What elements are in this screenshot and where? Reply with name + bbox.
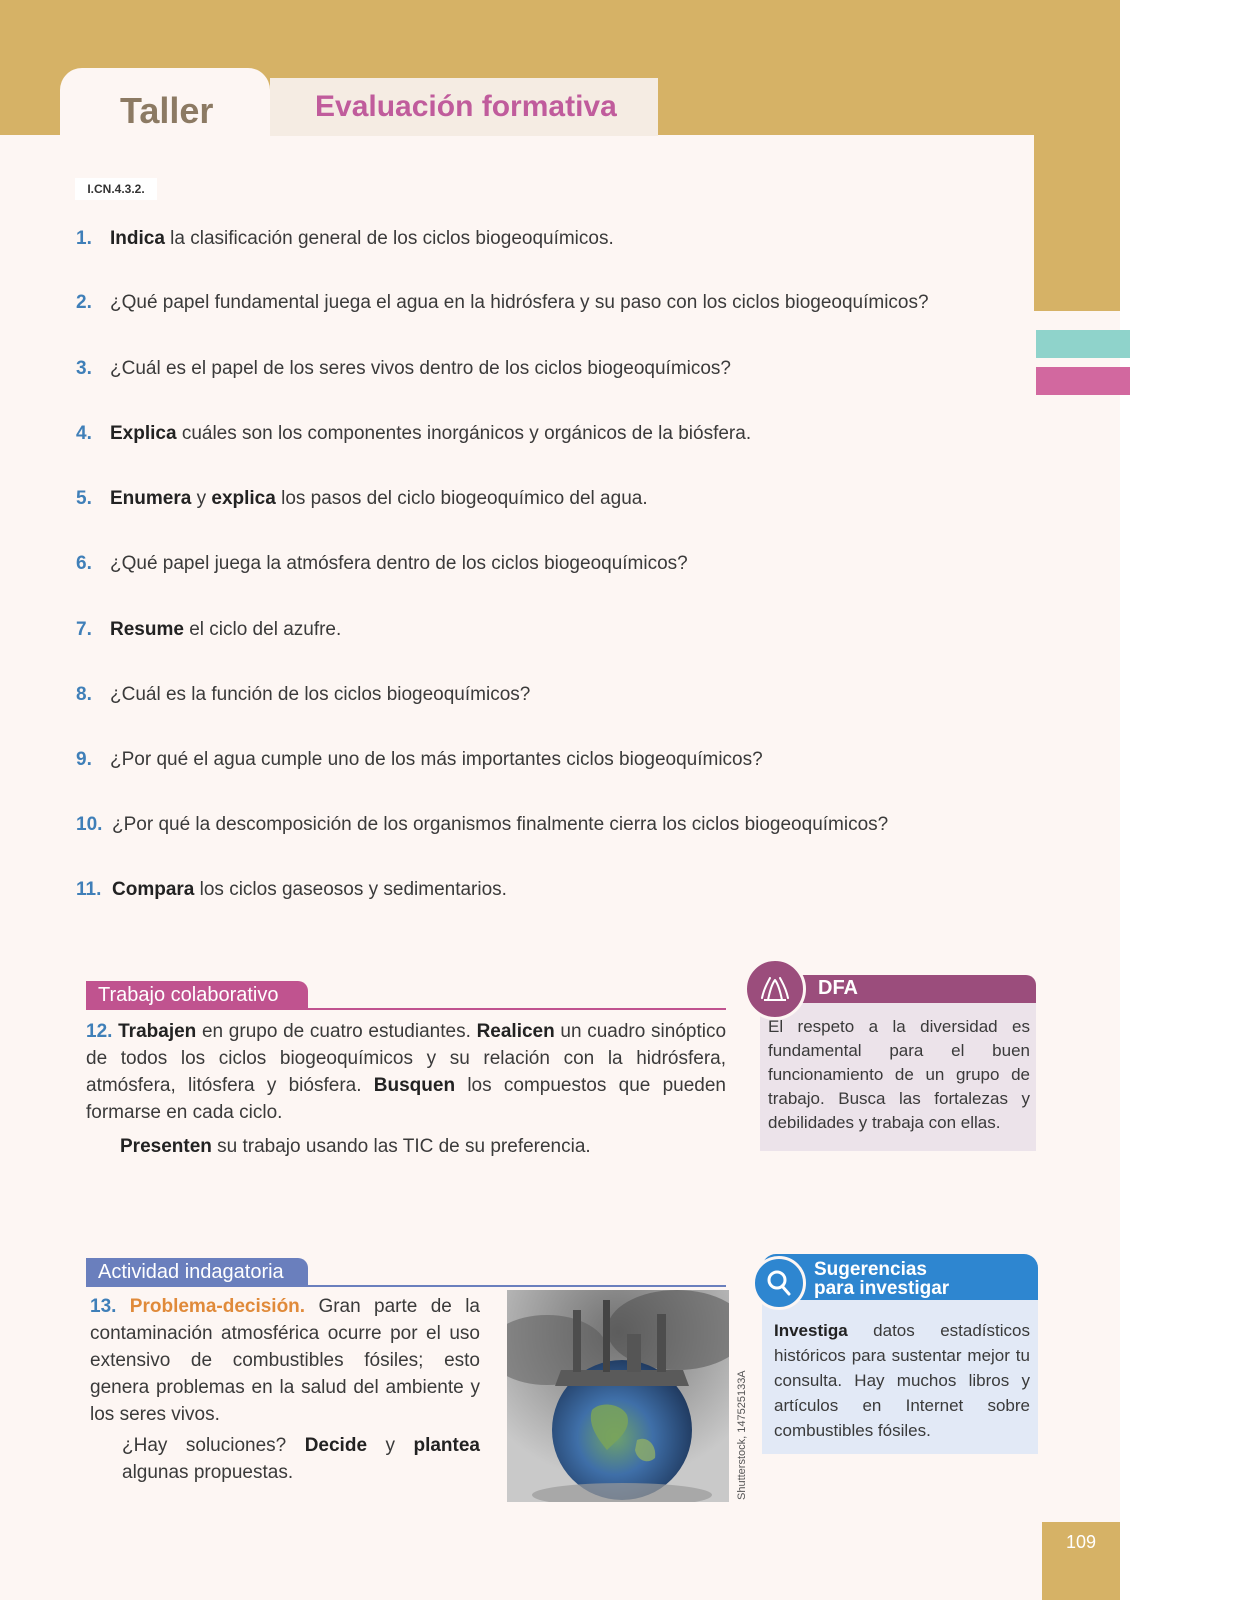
question-text: cuáles son los componentes inorgánicos y orgánicos de la biósfera.: [176, 423, 752, 444]
question-text: ¿Cuál es la función de los ciclos biogeoquímicos?: [110, 684, 531, 705]
question-text: el ciclo del azufre.: [183, 619, 342, 640]
trabajo-paragraph-2: [120, 1133, 720, 1160]
earth-pollution-photo: [507, 1290, 729, 1502]
trabajo-verb-2: Realicen: [476, 1021, 555, 1042]
question-item: [76, 879, 507, 901]
sugerencias-title-line2: para investigar: [814, 1278, 950, 1299]
question-verb: explica: [211, 488, 276, 509]
side-tab-pink: [1036, 367, 1130, 395]
question-text: la clasificación general de los ciclos biogeoquímicos.: [164, 228, 614, 249]
tab-evaluacion: [270, 78, 658, 136]
sugerencias-verb: Investiga: [774, 1321, 848, 1340]
question-item: [76, 488, 648, 510]
trabajo-verb-3: Busquen: [373, 1075, 456, 1096]
actividad-paragraph: [90, 1293, 480, 1428]
question-item: [76, 749, 763, 771]
question-item: [76, 619, 341, 641]
question-text: ¿Qué papel juega la atmósfera dentro de los ciclos biogeoquímicos?: [110, 553, 688, 574]
hands-icon: [744, 958, 806, 1020]
question-verb: Compara: [112, 879, 195, 900]
question-number: 1.: [76, 228, 92, 249]
dfa-text: El respeto a la diversidad es fundamental para el buen funcionamiento de un grupo de trabajo. Busca las fortalezas y debilidades y trabaja con ellas.: [768, 1017, 1030, 1132]
question-verb: Explica: [110, 423, 177, 444]
curriculum-code: I.CN.4.3.2.: [75, 178, 157, 200]
question-number: 9.: [76, 749, 92, 770]
sugerencias-title: [814, 1260, 949, 1298]
question-number: 4.: [76, 423, 92, 444]
question-item: [76, 553, 688, 575]
question-number: 10.: [76, 814, 103, 835]
page-margin: [1120, 0, 1236, 1600]
side-band: [1034, 135, 1120, 311]
actividad-text-2: ¿Hay soluciones?: [122, 1435, 305, 1456]
question-text: los ciclos gaseosos y sedimentarios.: [194, 879, 507, 900]
question-text: ¿Por qué el agua cumple uno de los más importantes ciclos biogeoquímicos?: [110, 749, 763, 770]
side-tab-teal: [1036, 330, 1130, 358]
trabajo-rule: [86, 1008, 726, 1010]
question-text: y: [191, 488, 212, 509]
question-text: los pasos del ciclo biogeoquímico del agua.: [275, 488, 648, 509]
trabajo-text-2: un cuadro sinóptico de todos los ciclos biogeoquímicos y su relación con la hidrósfera, atmósfera, litósfera y biósfera.: [86, 1021, 727, 1096]
trabajo-number: 12.: [86, 1021, 113, 1042]
trabajo-text-1: en grupo de cuatro estudiantes.: [196, 1021, 477, 1042]
actividad-text-4: algunas propuestas.: [122, 1462, 294, 1483]
tab-taller: [60, 68, 270, 148]
trabajo-heading: Trabajo colaborativo: [86, 981, 308, 1009]
question-verb: Indica: [110, 228, 165, 249]
trabajo-text-4: su trabajo usando las TIC de su preferencia.: [211, 1136, 591, 1157]
magnifier-icon: [752, 1256, 806, 1310]
question-text: ¿Por qué la descomposición de los organismos finalmente cierra los ciclos biogeoquímicos?: [112, 814, 889, 835]
question-number: 3.: [76, 358, 92, 379]
actividad-rule: [86, 1285, 726, 1287]
sugerencias-body: datos estadísticos históricos para sustentar mejor tu consulta. Hay muchos libros y artículos en Internet sobre combustibles fósiles.: [774, 1321, 1030, 1440]
tab-evaluacion-label: Evaluación formativa: [315, 90, 617, 123]
page-number: 109: [1042, 1522, 1120, 1600]
question-item: [76, 358, 731, 380]
trabajo-text-3: los compuestos que pueden formarse en cada ciclo.: [86, 1075, 727, 1123]
actividad-text-1: Gran parte de la contaminación atmosférica ocurre por el uso extensivo de combustibles fósiles; esto genera problemas en la salud del ambiente y los seres vivos.: [90, 1296, 480, 1425]
question-number: 6.: [76, 553, 92, 574]
actividad-paragraph-2: [122, 1432, 480, 1486]
actividad-verb-2: plantea: [413, 1435, 481, 1456]
question-item: [76, 228, 614, 250]
actividad-text-3: y: [367, 1435, 414, 1456]
question-number: 11.: [76, 879, 102, 900]
actividad-label: Problema-decisión.: [129, 1296, 306, 1317]
dfa-title: DFA: [818, 977, 858, 999]
sugerencias-text: [774, 1318, 1030, 1443]
question-text: ¿Qué papel fundamental juega el agua en la hidrósfera y su paso con los ciclos biogeoquímicos?: [110, 292, 929, 313]
question-item: [76, 423, 751, 445]
tab-taller-label: Taller: [120, 90, 214, 131]
question-verb: Resume: [110, 619, 184, 640]
photo-credit: Shutterstock, 147525133A: [736, 1370, 748, 1500]
trabajo-verb-1: Trabajen: [118, 1021, 197, 1042]
actividad-number: 13.: [90, 1296, 117, 1317]
question-number: 7.: [76, 619, 92, 640]
question-number: 8.: [76, 684, 92, 705]
actividad-verb-1: Decide: [304, 1435, 368, 1456]
question-number: 5.: [76, 488, 92, 509]
question-item: [76, 292, 929, 314]
question-item: [76, 684, 530, 706]
trabajo-paragraph: [86, 1018, 726, 1126]
actividad-heading: Actividad indagatoria: [86, 1258, 308, 1286]
question-number: 2.: [76, 292, 92, 313]
sugerencias-title-line1: Sugerencias: [814, 1259, 927, 1280]
question-item: [76, 814, 888, 836]
trabajo-verb-4: Presenten: [120, 1136, 212, 1157]
question-verb: Enumera: [110, 488, 192, 509]
question-text: ¿Cuál es el papel de los seres vivos dentro de los ciclos biogeoquímicos?: [110, 358, 731, 379]
